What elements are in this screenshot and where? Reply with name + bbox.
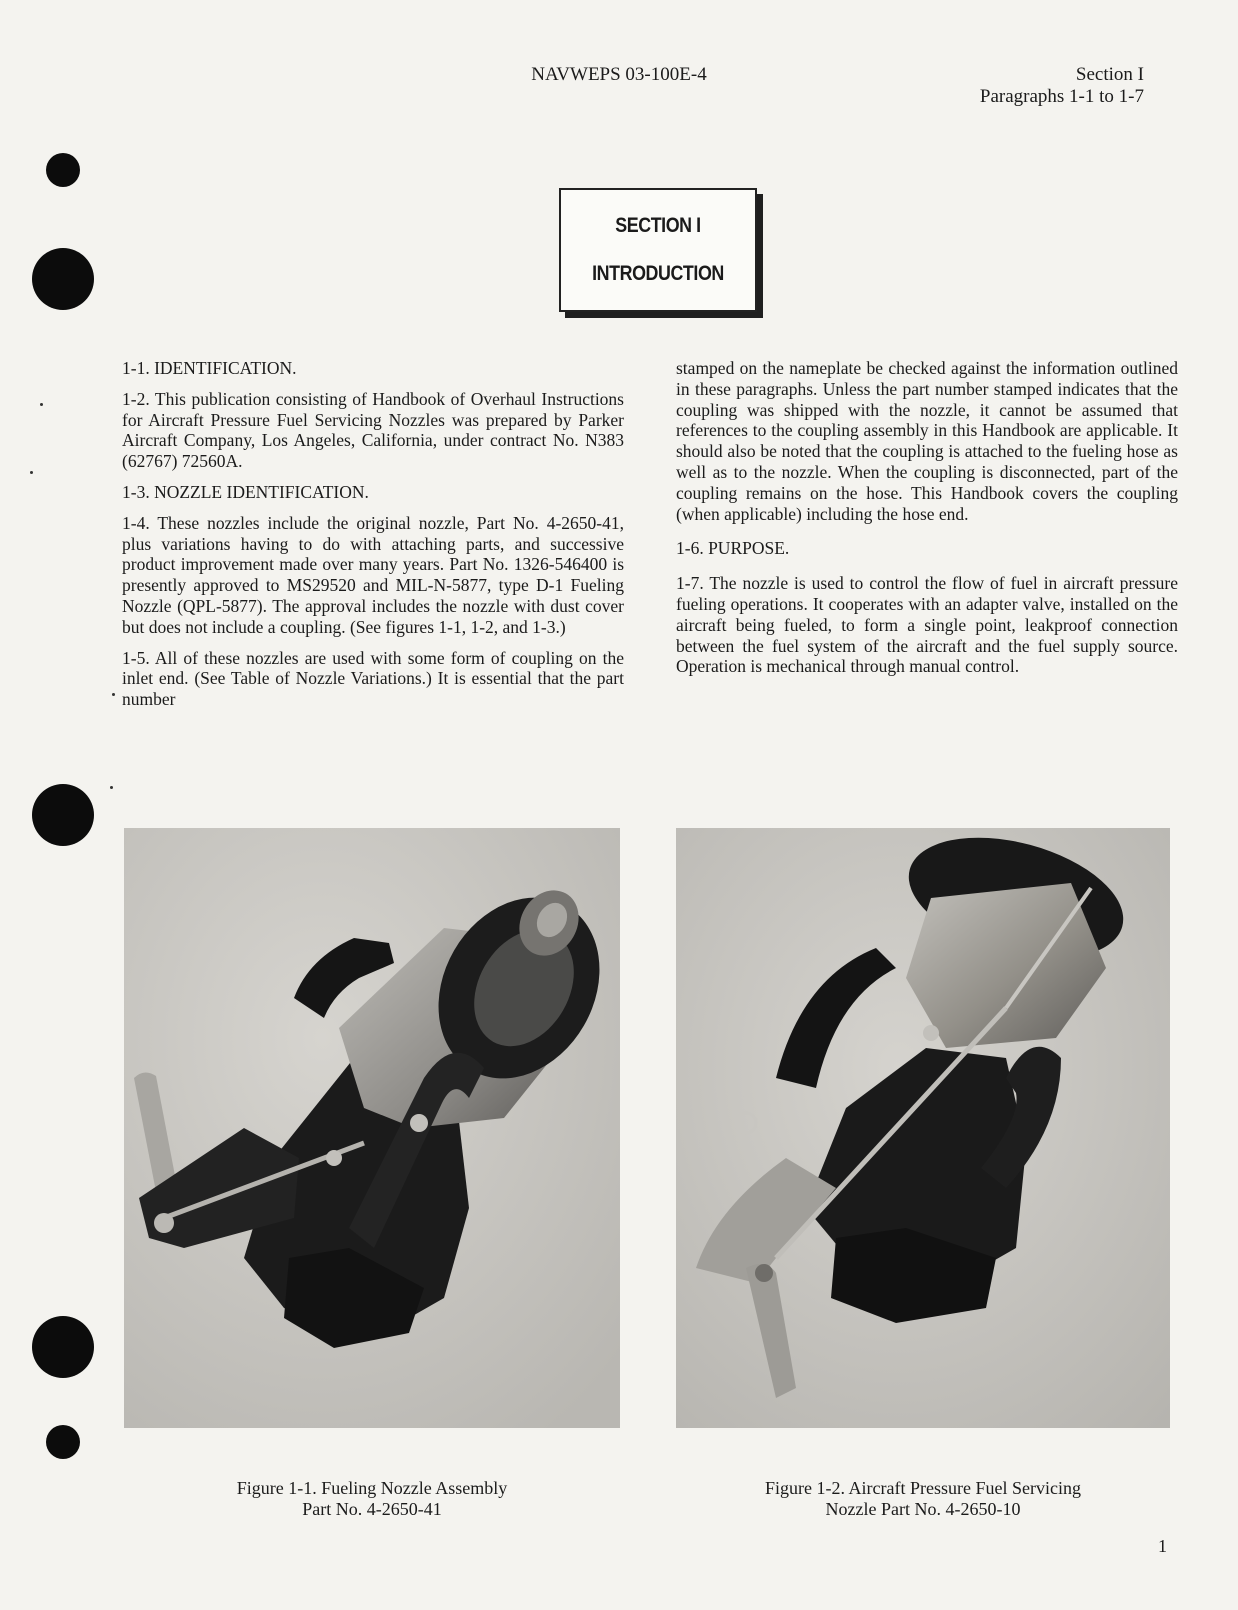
figure-1-2-caption bbox=[676, 1478, 1170, 1520]
right-column bbox=[676, 358, 1178, 687]
section-label: Section I bbox=[1075, 64, 1144, 85]
left-column bbox=[122, 358, 624, 720]
paragraph-1-4: 1-4. These nozzles include the original nozzle, Part No. 4-2650-41, plus variations having to do with attaching parts, and successive product improvement made over many years. Part No. 1326-546400 is presently approved to MS29520 and MIL-N-5877, type D-1 Fueling Nozzle (QPL-5877). The approval includes the nozzle with dust cover but does not include a coupling. (See figures 1-1, 1-2, and 1-3.) bbox=[122, 512, 624, 637]
figure-1-1-part: Part No. 4-2650-41 bbox=[302, 1499, 442, 1519]
paragraph-1-5: 1-5. All of these nozzles are used with some form of coupling on the inlet end. (See Table of Nozzle Variations.) It is essential that the part number bbox=[122, 647, 624, 710]
binder-hole-1 bbox=[46, 153, 80, 187]
binder-hole-4 bbox=[32, 1316, 94, 1378]
figure-1-1-caption bbox=[124, 1478, 620, 1520]
speck bbox=[112, 693, 115, 696]
heading-identification: 1-1. IDENTIFICATION. bbox=[122, 358, 297, 378]
heading-nozzle-identification: 1-3. NOZZLE IDENTIFICATION. bbox=[122, 481, 369, 502]
doc-number: NAVWEPS 03-100E-4 bbox=[531, 64, 707, 85]
binder-hole-2 bbox=[32, 248, 94, 310]
binder-hole-3 bbox=[32, 784, 94, 846]
section-number: SECTION I bbox=[615, 214, 701, 237]
paragraph-1-2: 1-2. This publication consisting of Handbook of Overhaul Instructions for Aircraft Pressure Fuel Servicing Nozzles was prepared by Parker Aircraft Company, Los Angeles, California, under contract No. N383 (62767) 72560A. bbox=[122, 388, 624, 472]
section-title-box bbox=[559, 188, 757, 312]
heading-purpose: 1-6. PURPOSE. bbox=[676, 538, 790, 559]
speck bbox=[110, 786, 113, 789]
figure-1-2-part: Nozzle Part No. 4-2650-10 bbox=[825, 1499, 1021, 1519]
section-reference bbox=[980, 64, 1144, 108]
section-title: INTRODUCTION bbox=[592, 262, 724, 285]
figure-1-2-title: Figure 1-2. Aircraft Pressure Fuel Servicing bbox=[765, 1478, 1081, 1498]
figure-1-1-photo bbox=[124, 828, 620, 1428]
figure-1-2-photo bbox=[676, 828, 1170, 1428]
page-number: 1 bbox=[1158, 1536, 1167, 1556]
speck bbox=[30, 471, 33, 474]
figure-1-1-title: Figure 1-1. Fueling Nozzle Assembly bbox=[236, 1478, 508, 1498]
paragraph-1-7: 1-7. The nozzle is used to control the flow of fuel in aircraft pressure fueling operations. It cooperates with an adapter valve, installed on the aircraft being fueled, to form a single point, leakproof connection between the fuel system of the aircraft and the fuel supply source. Operation is mechanical through manual control. bbox=[676, 573, 1178, 677]
paragraph-1-5-continued: stamped on the nameplate be checked against the information outlined in these paragraphs. Unless the part number stamped indicates that the coupling was shipped with the nozzle, it cannot be assumed that references to the coupling assembly in this Handbook are applicable. It should also be noted that the coupling is attached to the fueling hose as well as to the nozzle. When the coupling is disconnected, part of the coupling remains on the hose. This Handbook covers the coupling (when applicable) including the hose end. bbox=[676, 358, 1178, 524]
paragraph-range: Paragraphs 1-1 to 1-7 bbox=[979, 86, 1144, 107]
speck bbox=[40, 403, 43, 406]
binder-hole-5 bbox=[46, 1425, 80, 1459]
